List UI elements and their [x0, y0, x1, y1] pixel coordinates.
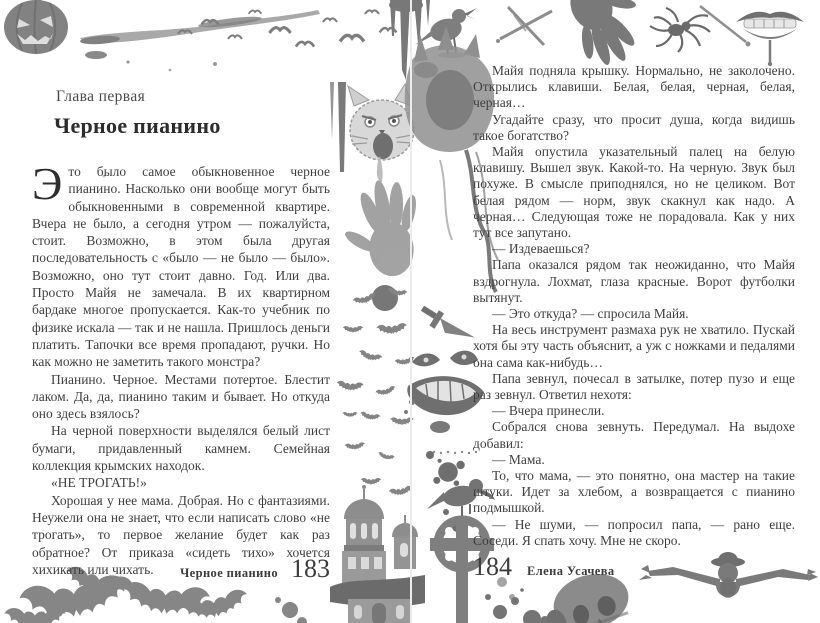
paragraph: Хорошая у нее мама. Добрая. Но с фантазиями. Неужели она не знает, что если написать слово «не трогать», то первое желание будет как раз обратное? От приказа «сидеть тихо» хочется хихикать или чихать.: [32, 492, 330, 577]
right-page: [473, 63, 795, 549]
paragraph: — Это откуда? — спросила Майя.: [492, 306, 689, 322]
paragraph: Майя опустила указательный палец на белую клавишу. Вышел звук. Какой-то. На черную. Звук был похуже. В смысле приподнялся, но не целиком. Вот белая рядом — норм, звук скакнул как надо. А черная… Следующая тоже не порадовала. Как у них тут все запутано.: [473, 144, 795, 241]
paragraph: — Издеваешься?: [492, 241, 590, 257]
stick-icon: [700, 6, 751, 47]
running-title: Черное пианино: [180, 566, 278, 580]
crossed-sticks-icon: [496, 7, 552, 45]
splat-icon: [485, 588, 550, 623]
chapter-label: Глава первая: [56, 88, 146, 105]
paragraph: Пианино. Черное. Местами потертое. Блестит лаком. Да, да, пианино таким и бывает. Но откуда оно здесь взялось?: [32, 371, 330, 422]
left-page-body: [32, 158, 330, 578]
paragraph: — Не шуми, — попросил папа, — рано еще. Соседи. Я спать хочу. Мне не скоро.: [473, 516, 795, 548]
paragraph: На черной поверхности выделялся белый лист бумаги, придавленный камнем. Семейная коллекция крымских находок.: [32, 423, 330, 474]
paragraph: Папа зевнул, почесал в затылке, потер пузо и еще раз зевнул. Ответил нехотя:: [473, 370, 795, 403]
bat-swarm-icon: [336, 287, 415, 497]
screaming-cat-icon: [330, 82, 414, 182]
scarecrow-icon: [639, 552, 818, 598]
paragraph: «НЕ ТРОГАТЬ!»: [51, 475, 147, 491]
left-page: [32, 88, 330, 578]
chapter-title: Черное пианино: [54, 113, 221, 138]
page-number: 183: [291, 554, 330, 583]
paragraph: — Мама.: [492, 451, 545, 467]
handprint-gutter-icon: [338, 176, 426, 311]
paragraph: Майя подняла крышку. Нормально, не заколочено. Открылись клавиши. Белая, белая, черная, белая, черная…: [473, 63, 795, 111]
running-title: Елена Усачева: [527, 564, 615, 578]
paragraph: То, что мама, — это понятно, она мастер на такие штуки. Идет за хлебом, а возвращается с пианино подмышкой.: [473, 468, 795, 516]
drop-cap: Э: [32, 158, 63, 209]
left-page-footer: [32, 554, 330, 584]
right-page-footer: [473, 552, 615, 582]
lips-icon: [736, 12, 804, 66]
paragraph: Это было самое обыкновенное черное пианино. Насколько они вообще могут быть обыкновенными в современной квартире. Вчера не было, а сегодня утром — пожалуйста, стоит. Возможно, в этом была другая последовательность с «было — не было — было». Возможно, оно тут стоит давно. Год. Или два. Просто Майя не замечала. В их квартирном бардаке многое пропускается. Как-то учебник по физике искала — так и не нашла. Пришлось деньги платить. Тапочки все время пропадают, ручки. Но как можно не заметить такого монстра?: [32, 158, 330, 370]
paragraph: Папа оказался рядом так неожиданно, что Майя вздрогнула. Лохмат, глаза красные. Ворот футболки вытянут.: [473, 257, 795, 305]
right-page-body: [473, 63, 795, 549]
page-number: 184: [473, 552, 512, 581]
paragraph: Угадайте сразу, что просит душа, когда видишь такое богатство?: [473, 111, 795, 143]
paragraph: — Вчера принесли.: [492, 403, 605, 419]
grinning-face-icon: [404, 351, 484, 433]
page-gutter-seam: [410, 0, 412, 623]
pumpkin-icon: [4, 0, 68, 54]
spider-icon: [650, 8, 710, 52]
paragraph: На весь инструмент размаха рук не хватило. Пускай хотя бы эту часть объяснит, а уж с ножками и педалями она сама как-нибудь…: [473, 322, 795, 370]
paragraph: Собрался снова зевнуть. Передумал. На выдохе добавил:: [473, 419, 795, 451]
bird-flock-streak-icon: [80, 10, 397, 71]
dagger-icon: [417, 302, 477, 349]
